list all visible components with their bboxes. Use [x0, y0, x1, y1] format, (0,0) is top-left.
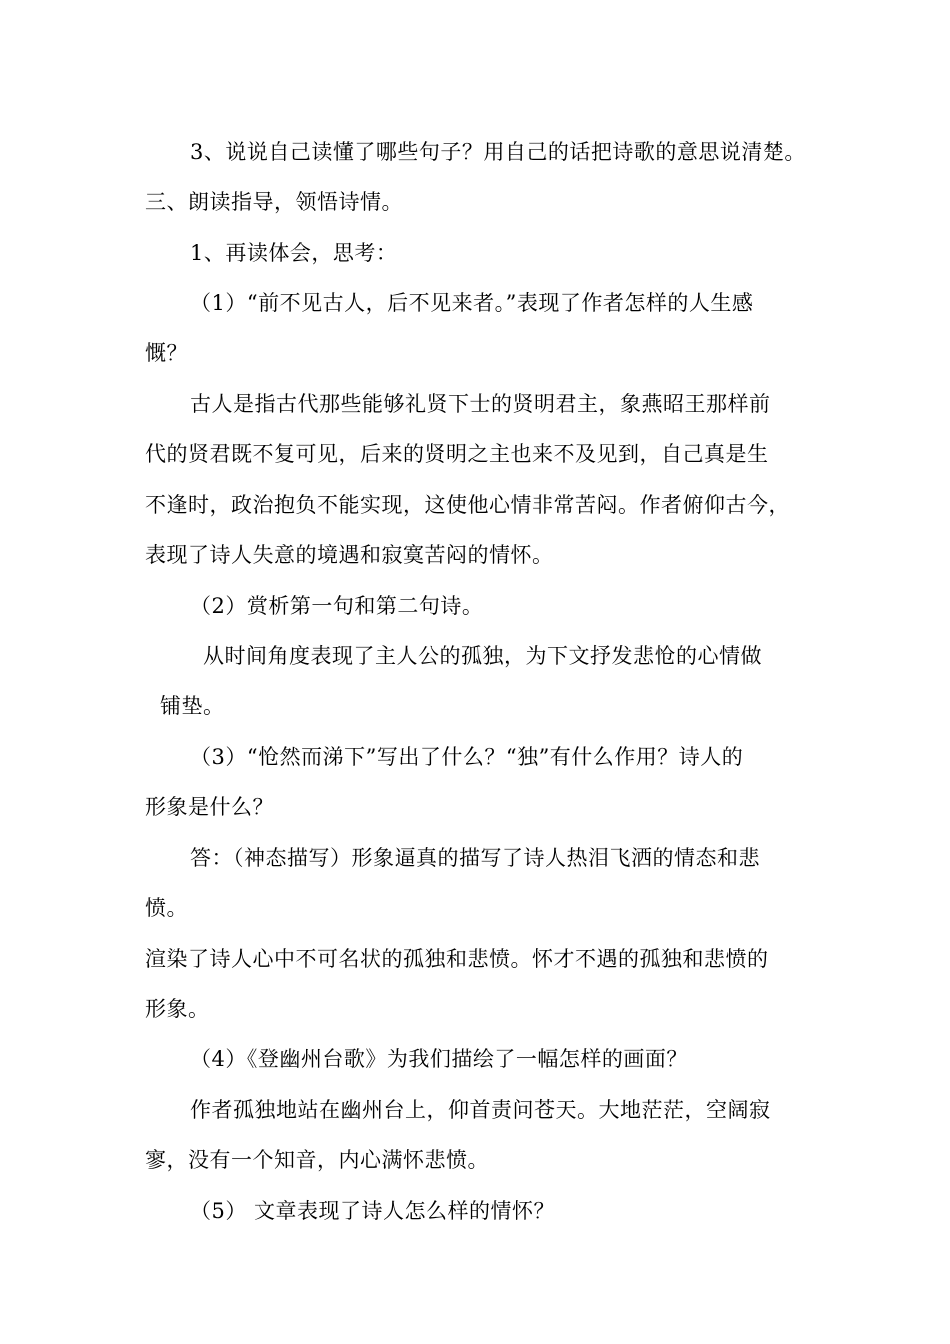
- question-1: （1）“前不见古人，后不见来者。”表现了作者怎样的人生感: [190, 291, 754, 315]
- text-line-3: 1、再读体会，思考：: [190, 241, 398, 265]
- question-3: （3）“怆然而涕下”写出了什么？“独”有什么作用？诗人的: [190, 745, 744, 769]
- question-3-cont: 形象是什么？: [145, 795, 274, 819]
- answer-4-line-2: 寥，没有一个知音，内心满怀悲愤。: [145, 1148, 489, 1172]
- question-5: （5） 文章表现了诗人怎么样的情怀？: [190, 1199, 556, 1223]
- answer-4-line-1: 作者孤独地站在幽州台上，仰首责问苍天。大地茫茫，空阔寂: [190, 1098, 771, 1122]
- answer-1-line-4: 表现了诗人失意的境遇和寂寞苦闷的情怀。: [145, 543, 554, 567]
- section-heading: 三、朗读指导，领悟诗情。: [145, 190, 403, 214]
- answer-2-line-2: 铺垫。: [160, 694, 225, 718]
- answer-1-line-1: 古人是指古代那些能够礼贤下士的贤明君主，象燕昭王那样前: [190, 392, 771, 416]
- answer-1-line-3: 不逢时，政治抱负不能实现，这使他心情非常苦闷。作者俯仰古今，: [145, 493, 790, 517]
- answer-3-line-3: 渲染了诗人心中不可名状的孤独和悲愤。怀才不遇的孤独和悲愤的: [145, 947, 769, 971]
- answer-3-line-4: 形象。: [145, 997, 210, 1021]
- question-1-cont: 慨？: [145, 341, 188, 365]
- text-line-1: 3、说说自己读懂了哪些句子？用自己的话把诗歌的意思说清楚。: [190, 140, 806, 164]
- question-4: （4）《登幽州台歌》为我们描绘了一幅怎样的画面？: [190, 1047, 688, 1071]
- answer-2-line-1: 从时间角度表现了主人公的孤独，为下文抒发悲怆的心情做: [203, 644, 762, 668]
- question-2: （2）赏析第一句和第二句诗。: [190, 594, 484, 618]
- answer-3-line-1: 答：（神态描写）形象逼真的描写了诗人热泪飞洒的情态和悲: [190, 846, 760, 870]
- answer-1-line-2: 代的贤君既不复可见，后来的贤明之主也来不及见到，自己真是生: [145, 442, 769, 466]
- answer-3-line-2: 愤。: [145, 896, 188, 920]
